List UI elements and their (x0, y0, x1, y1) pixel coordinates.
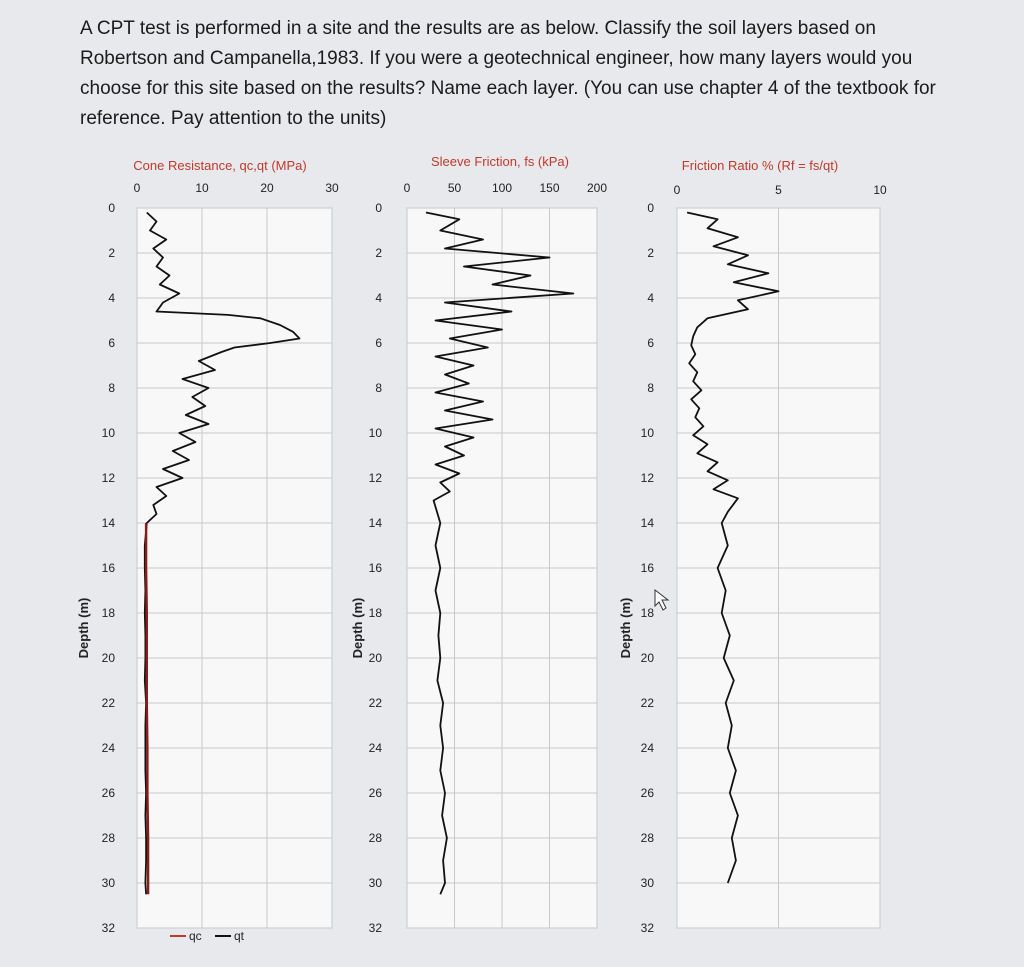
question-paragraph: A CPT test is performed in a site and the results are as below. Classify the soil layers based on Robertson and Campanella,1983. If you were a geotechnical engineer, how many layers would you choose for this site based on the results? Name each layer. (You can use chapter 4 of the textbook for reference. Pay attention to the units) (80, 18, 936, 129)
y-tick-label: 26 (368, 786, 382, 800)
x-tick-label: 20 (260, 181, 274, 195)
x-tick-label: 200 (586, 181, 608, 195)
y-axis-label: Depth (m) (350, 597, 365, 659)
chart-title: Sleeve Friction, fs (kPa) (431, 154, 569, 169)
x-tick-label: 0 (133, 181, 141, 195)
y-tick-label: 6 (375, 336, 382, 350)
y-tick-label: 20 (368, 651, 382, 665)
y-tick-label: 32 (101, 921, 115, 935)
x-tick-label: 0 (673, 183, 681, 197)
y-tick-label: 4 (108, 291, 115, 305)
y-tick-label: 2 (108, 246, 115, 260)
y-tick-label: 18 (101, 606, 115, 620)
y-tick-label: 10 (101, 426, 115, 440)
y-tick-label: 10 (640, 426, 654, 440)
y-tick-label: 10 (368, 426, 382, 440)
legend-label-qt: qt (234, 929, 245, 943)
y-tick-label: 16 (640, 561, 654, 575)
y-tick-label: 24 (368, 741, 382, 755)
y-tick-label: 0 (647, 201, 654, 215)
cursor-icon (655, 590, 668, 610)
y-tick-label: 18 (640, 606, 654, 620)
chart-title: Friction Ratio % (Rf = fs/qt) (681, 158, 839, 173)
chart-title: Cone Resistance, qc,qt (MPa) (133, 158, 307, 173)
y-tick-label: 8 (647, 381, 654, 395)
y-tick-label: 18 (368, 606, 382, 620)
x-tick-label: 100 (491, 181, 513, 195)
y-tick-label: 12 (101, 471, 115, 485)
y-tick-label: 2 (647, 246, 654, 260)
y-tick-label: 6 (108, 336, 115, 350)
y-tick-label: 8 (375, 381, 382, 395)
y-tick-label: 16 (101, 561, 115, 575)
legend-label-qc: qc (189, 929, 202, 943)
x-tick-label: 150 (539, 181, 560, 195)
y-tick-label: 6 (647, 336, 654, 350)
y-tick-label: 8 (108, 381, 115, 395)
y-tick-label: 12 (640, 471, 654, 485)
y-tick-label: 26 (101, 786, 115, 800)
y-tick-label: 26 (640, 786, 654, 800)
y-tick-label: 14 (368, 516, 382, 530)
y-tick-label: 28 (368, 831, 382, 845)
y-axis-label: Depth (m) (618, 597, 633, 659)
y-tick-label: 30 (368, 876, 382, 890)
y-tick-label: 32 (368, 921, 382, 935)
x-tick-label: 50 (447, 181, 462, 195)
y-tick-label: 4 (647, 291, 654, 305)
y-tick-label: 0 (108, 201, 115, 215)
y-axis-label: Depth (m) (76, 597, 91, 659)
y-tick-label: 24 (101, 741, 115, 755)
y-tick-label: 22 (101, 696, 115, 710)
x-tick-label: 10 (195, 181, 209, 195)
y-tick-label: 24 (640, 741, 654, 755)
y-tick-label: 22 (640, 696, 654, 710)
y-tick-label: 2 (375, 246, 382, 260)
y-tick-label: 28 (101, 831, 115, 845)
y-tick-label: 20 (101, 651, 115, 665)
y-tick-label: 32 (640, 921, 654, 935)
y-tick-label: 0 (375, 201, 382, 215)
y-tick-label: 20 (640, 651, 654, 665)
y-tick-label: 16 (368, 561, 382, 575)
y-tick-label: 14 (640, 516, 654, 530)
y-tick-label: 4 (375, 291, 382, 305)
x-tick-label: 30 (325, 181, 339, 195)
y-tick-label: 14 (101, 516, 115, 530)
y-tick-label: 30 (101, 876, 115, 890)
x-tick-label: 5 (775, 183, 782, 197)
x-tick-label: 0 (403, 181, 411, 195)
y-tick-label: 12 (368, 471, 382, 485)
y-tick-label: 30 (640, 876, 654, 890)
x-tick-label: 10 (873, 183, 887, 197)
y-tick-label: 28 (640, 831, 654, 845)
y-tick-label: 22 (368, 696, 382, 710)
